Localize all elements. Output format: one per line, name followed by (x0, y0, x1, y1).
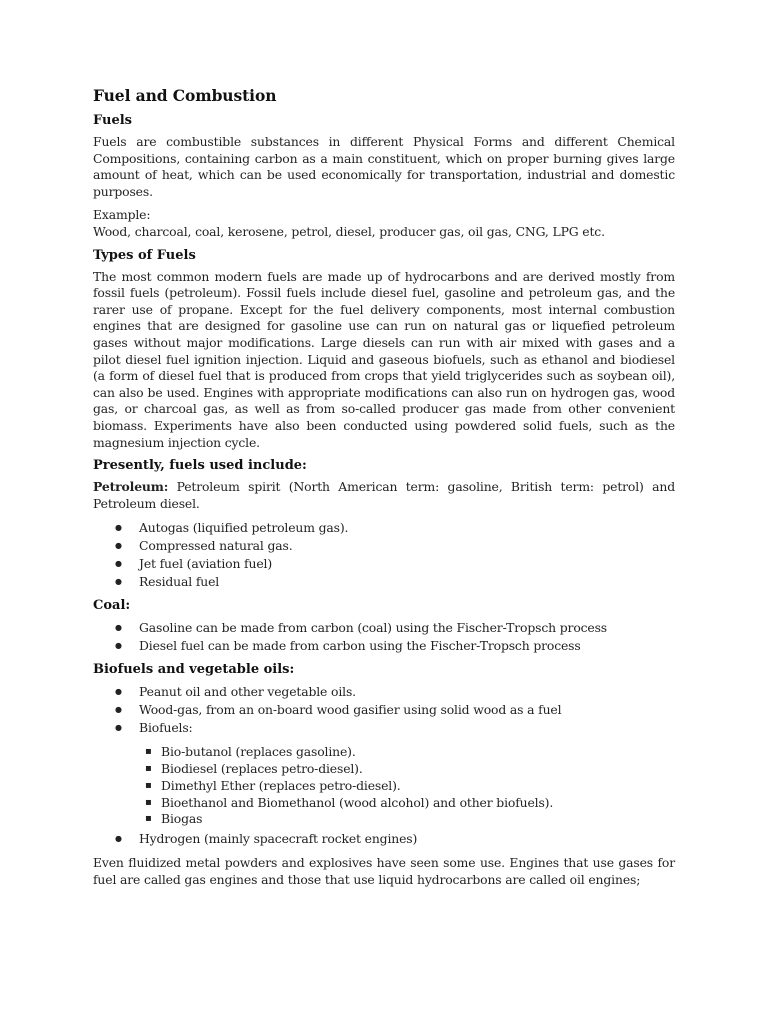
types-heading: Types of Fuels (93, 247, 196, 263)
list-item: ● Peanut oil and other vegetable oils. (93, 683, 675, 701)
closing-paragraph: Even fluidized metal powders and explosives have seen some use. Engines that use gases for fuel are called gas engines and those that use liquid hydrocarbons are called oil engines; (93, 855, 675, 887)
list-item: ● Diesel fuel can be made from carbon using the Fischer-Tropsch process (93, 637, 675, 655)
list-item: ● Wood-gas, from an on-board wood gasifier using solid wood as a fuel (93, 701, 675, 719)
coal-list (93, 619, 675, 655)
sublist-item: ▪ Biogas (93, 811, 675, 828)
petroleum-label: Petroleum: (93, 479, 169, 495)
list-item: ● Jet fuel (aviation fuel) (93, 555, 675, 573)
fuels-paragraph: Fuels are combustible substances in different Physical Forms and different Chemical Compositions, containing carbon as a main constituent, which on proper burning gives large amount of heat, which can be used economically for transportation, industrial and domestic purposes. (93, 134, 675, 199)
list-item: ● Gasoline can be made from carbon (coal) using the Fischer-Tropsch process (93, 619, 675, 637)
biofuel-sublist (93, 744, 675, 828)
sublist-item: ▪ Bioethanol and Biomethanol (wood alcohol) and other biofuels). (93, 795, 675, 812)
example-text: Wood, charcoal, coal, kerosene, petrol, diesel, producer gas, oil gas, CNG, LPG etc. (93, 223, 605, 239)
petroleum-text: Petroleum spirit (North American term: gasoline, British term: petrol) and Petroleum diesel. (93, 479, 675, 511)
types-paragraph: The most common modern fuels are made up of hydrocarbons and are derived mostly from fossil fuels (petroleum). Fossil fuels include diesel fuel, gasoline and petroleum gas, and the rarer use of propane. Except for the fuel delivery components, most internal combustion engines that are designed for gasoline use can run on natural gas or liquefied petroleum gases without major modifications. Large diesels can run with air mixed with gases and a pilot diesel fuel ignition injection. Liquid and gaseous biofuels, such as ethanol and biodiesel (a form of diesel fuel that is produced from crops that yield triglycerides such as soybean oil), can also be used. Engines with appropriate modifications can also run on hydrogen gas, wood gas, or charcoal gas, as well as from so-called producer gas made from other convenient biomass. Experiments have also been conducted using powdered solid fuels, such as the magnesium injection cycle. (93, 268, 675, 450)
coal-heading: Coal: (93, 598, 131, 614)
biofuels-label: Biofuels: (139, 720, 193, 736)
sublist-item: ▪ Bio-butanol (replaces gasoline). (93, 744, 675, 761)
petroleum-paragraph (93, 479, 675, 512)
list-item (93, 719, 675, 737)
petroleum-list (93, 519, 675, 591)
fuels-heading: Fuels (93, 113, 132, 128)
sublist-item: ▪ Dimethyl Ether (replaces petro-diesel). (93, 778, 675, 795)
biofuels-heading: Biofuels and vegetable oils: (93, 662, 295, 678)
document-title: Fuel and Combustion (93, 86, 277, 105)
list-item: ● Residual fuel (93, 573, 675, 591)
list-item: ● Autogas (liquified petroleum gas). (93, 519, 675, 537)
biofuels-list (93, 683, 675, 737)
hydrogen-list (93, 830, 675, 848)
sublist-item: ▪ Biodiesel (replaces petro-diesel). (93, 761, 675, 778)
list-item: ● Compressed natural gas. (93, 537, 675, 555)
example-block (93, 207, 675, 240)
list-item: ● Hydrogen (mainly spacecraft rocket engines) (93, 830, 675, 848)
presently-heading: Presently, fuels used include: (93, 458, 307, 474)
example-label: Example: (93, 207, 151, 223)
